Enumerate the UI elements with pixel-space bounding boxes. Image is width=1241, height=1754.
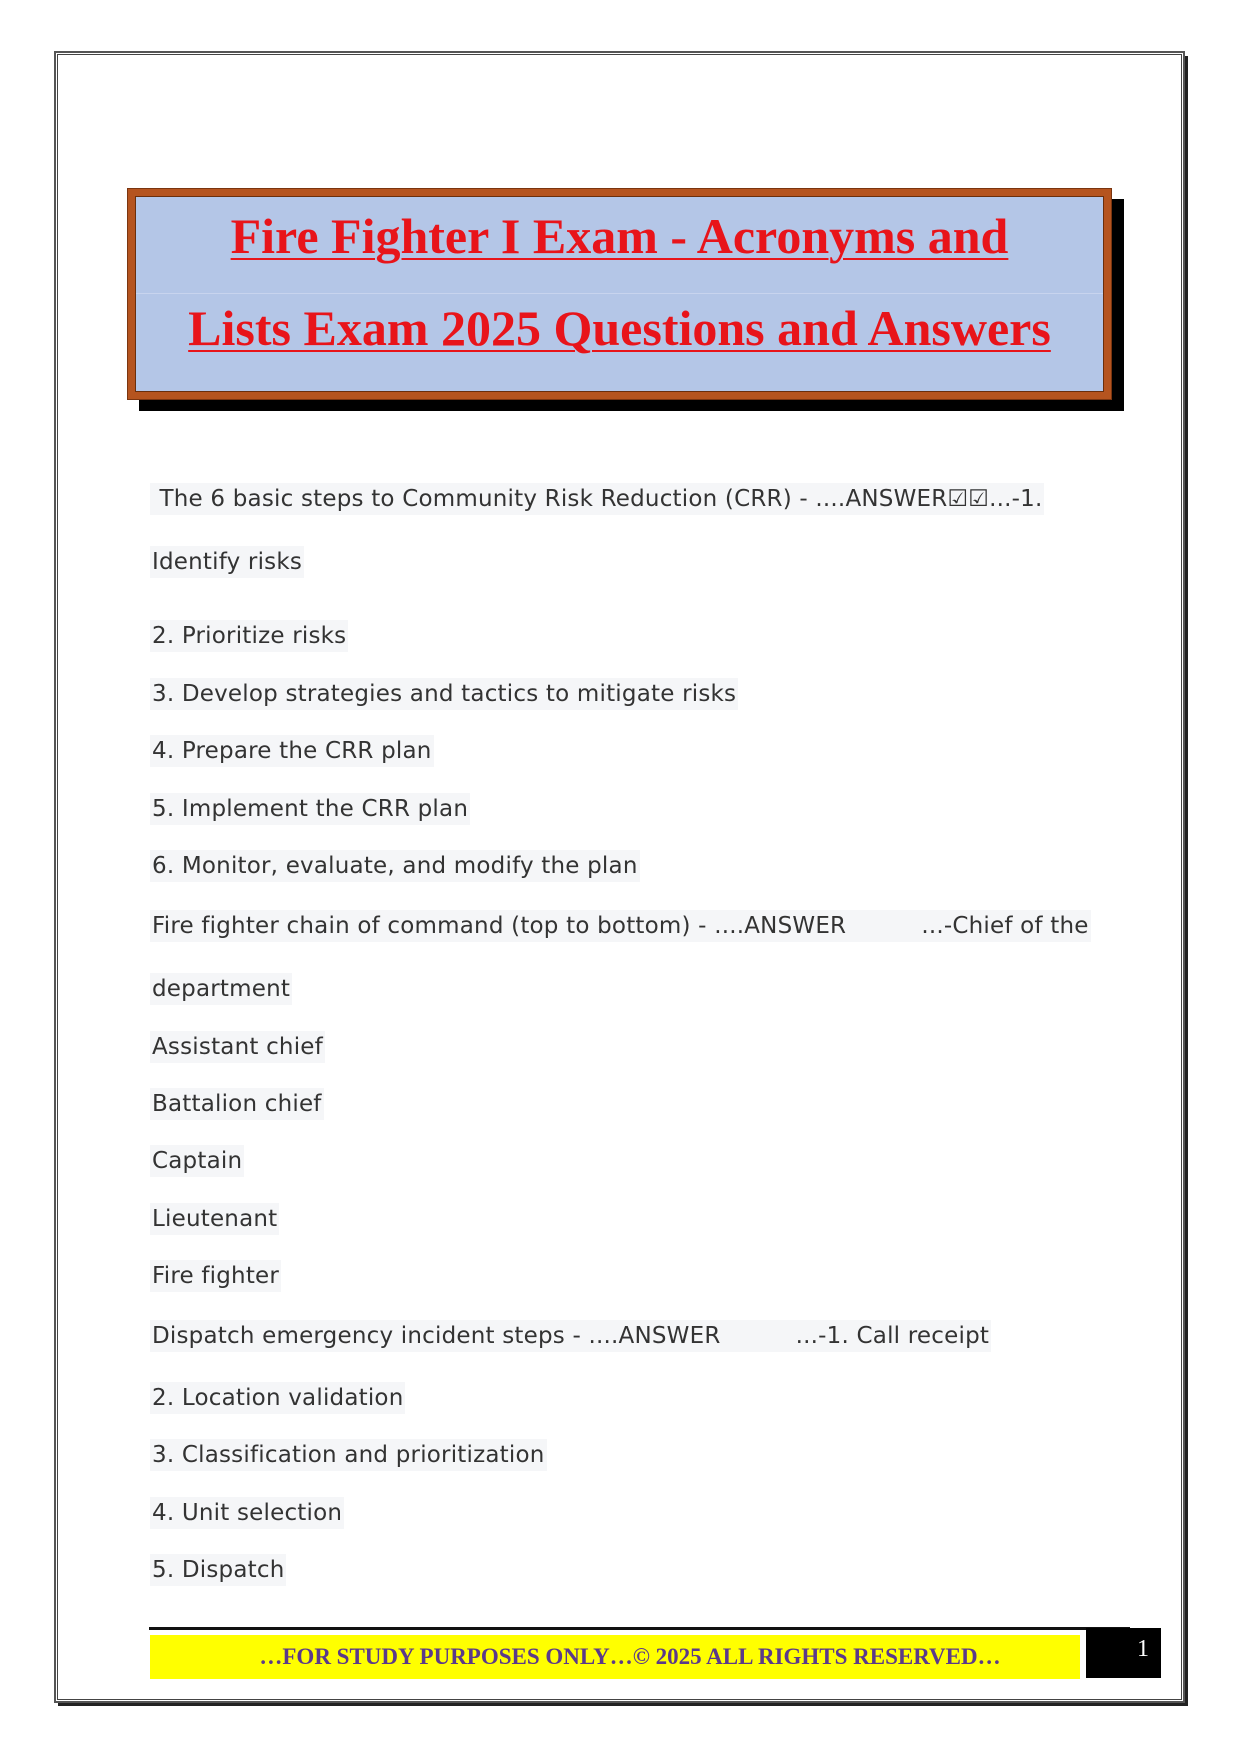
body-line: Fire fighter — [150, 1260, 281, 1292]
body-line: Assistant chief — [150, 1031, 325, 1063]
body-line: Dispatch emergency incident steps - ....ANSWER ...-1. Call receipt — [150, 1320, 991, 1352]
page-shadow-right — [1185, 56, 1188, 1706]
page-shadow-bottom — [58, 1703, 1188, 1706]
footer-rule — [149, 1627, 1130, 1630]
document-title-line-1: Fire Fighter I Exam - Acronyms and — [230, 208, 1009, 264]
body-line: 3. Classification and prioritization — [150, 1439, 547, 1471]
body-line: Identify risks — [150, 546, 304, 578]
footer-copyright: …FOR STUDY PURPOSES ONLY…© 2025 ALL RIGHTS RESERVED… — [259, 1644, 1001, 1669]
body-line: 3. Develop strategies and tactics to mitigate risks — [150, 678, 738, 710]
body-line: 6. Monitor, evaluate, and modify the plan — [150, 850, 640, 882]
body-line: Lieutenant — [150, 1203, 279, 1235]
body-line: 5. Implement the CRR plan — [150, 793, 470, 825]
body-line: 2. Location validation — [150, 1382, 405, 1414]
body-line: department — [150, 973, 292, 1005]
body-line: 2. Prioritize risks — [150, 620, 348, 652]
body-line: Fire fighter chain of command (top to bottom) - ....ANSWER ...-Chief of the — [150, 910, 1091, 942]
title-divider — [136, 293, 1103, 294]
body-line: The 6 basic steps to Community Risk Reduction (CRR) - ....ANSWER☑☑...-1. — [150, 483, 1044, 515]
title-box — [135, 196, 1104, 392]
footer-bar — [150, 1635, 1080, 1679]
body-line: 4. Unit selection — [150, 1497, 344, 1529]
body-line: Captain — [150, 1145, 244, 1177]
body-line: Battalion chief — [150, 1088, 324, 1120]
document-title-line-2: Lists Exam 2025 Questions and Answers — [188, 300, 1051, 356]
page-number-box — [1086, 1628, 1161, 1678]
body-line: 4. Prepare the CRR plan — [150, 735, 434, 767]
body-line: 5. Dispatch — [150, 1554, 286, 1586]
page-number: 1 — [1137, 1636, 1149, 1662]
